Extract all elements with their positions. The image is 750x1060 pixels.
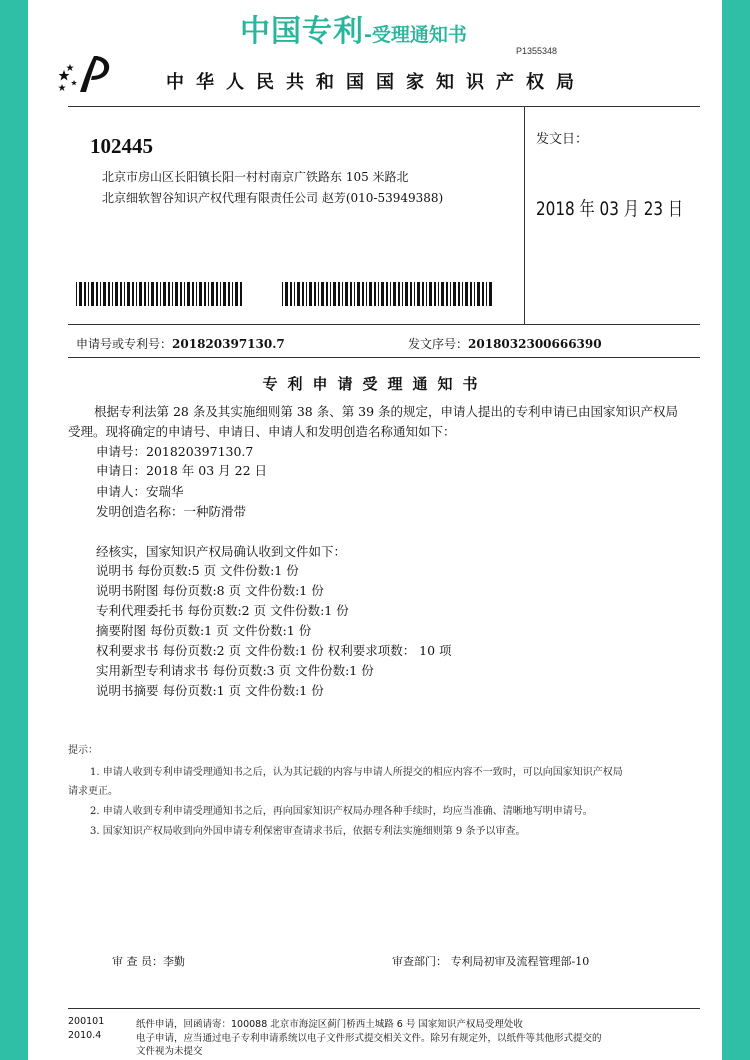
barcode-bar bbox=[318, 282, 319, 306]
barcode-bar bbox=[132, 282, 134, 306]
barcode-bar bbox=[338, 282, 340, 306]
barcode-bar bbox=[330, 282, 331, 306]
serial-number: 2018032300666390 bbox=[468, 337, 602, 351]
barcode-bar bbox=[108, 282, 110, 306]
intro-line2: 受理。现将确定的申请号、申请日、申请人和发明创造名称通知如下： bbox=[68, 424, 456, 439]
barcode-bar bbox=[240, 282, 242, 306]
barcode-bar bbox=[354, 282, 355, 306]
file-item: 实用新型专利请求书 每份页数:3 页 文件份数:1 份 bbox=[96, 663, 374, 678]
barcode-bar bbox=[342, 282, 343, 306]
barcode-bar bbox=[374, 282, 376, 306]
recipient-address-line1: 北京市房山区长阳镇长阳一村村南京广铁路东 105 米路北 bbox=[102, 170, 409, 184]
barcode-bar bbox=[103, 282, 106, 306]
barcode-bar bbox=[228, 282, 230, 306]
barcode-bar bbox=[184, 282, 185, 306]
barcode-bar bbox=[192, 282, 194, 306]
tip-item3: 3. 国家知识产权局收到向外国申请专利保密审查请求书后，依据专利法实施细则第 9 条予以审查。 bbox=[90, 826, 526, 837]
barcode-bar bbox=[100, 282, 101, 306]
field-invention-name: 发明创造名称：一种防滑带 bbox=[96, 504, 247, 519]
banner-title-sub: -受理通知书 bbox=[364, 24, 467, 46]
header-rule bbox=[68, 106, 700, 107]
barcode-bar bbox=[187, 282, 190, 306]
barcode-bar bbox=[208, 282, 209, 306]
tip-item2: 2. 申请人收到专利申请受理通知书之后，再向国家知识产权局办理各种手续时，均应当准确、清晰地写明申请号。 bbox=[90, 806, 593, 817]
barcode-bar bbox=[350, 282, 352, 306]
barcode-bar bbox=[168, 282, 170, 306]
barcode-bar bbox=[465, 282, 468, 306]
barcode-bar bbox=[235, 282, 238, 306]
barcode-bar bbox=[204, 282, 206, 306]
barcode-bar bbox=[450, 282, 451, 306]
application-number: 201820397130.7 bbox=[172, 337, 285, 351]
footer-rule bbox=[68, 1008, 700, 1009]
barcode-bar bbox=[172, 282, 173, 306]
examiner: 审 查 员：李勤 bbox=[112, 955, 185, 968]
verification-line: 经核实，国家知识产权局确认收到文件如下： bbox=[96, 544, 347, 559]
barcode-bar bbox=[426, 282, 427, 306]
barcode-bar bbox=[446, 282, 448, 306]
notice-document bbox=[28, 0, 722, 1060]
document-banner-title bbox=[240, 6, 467, 50]
date-column-divider bbox=[524, 106, 525, 324]
barcode-bar bbox=[362, 282, 364, 306]
application-number-row bbox=[76, 335, 285, 352]
meta-bottom-rule bbox=[68, 357, 700, 358]
barcode-bar bbox=[441, 282, 444, 306]
address-bottom-rule bbox=[68, 324, 700, 325]
barcode-bar bbox=[369, 282, 372, 306]
barcode-bar bbox=[390, 282, 391, 306]
barcode-bar bbox=[429, 282, 432, 306]
barcode-bar bbox=[112, 282, 113, 306]
barcode-bar bbox=[223, 282, 226, 306]
field-applicant: 申请人：安瑞华 bbox=[96, 484, 184, 499]
barcode-right bbox=[282, 282, 494, 306]
barcode-bar bbox=[294, 282, 295, 306]
barcode-bar bbox=[76, 282, 77, 306]
application-number-label: 申请号或专利号： bbox=[76, 337, 173, 351]
file-item: 摘要附图 每份页数:1 页 文件份数:1 份 bbox=[96, 623, 312, 638]
barcode-bar bbox=[88, 282, 89, 306]
barcode-bar bbox=[216, 282, 218, 306]
barcode-bar bbox=[314, 282, 316, 306]
barcode-bar bbox=[91, 282, 94, 306]
barcode-bar bbox=[127, 282, 130, 306]
intro-line1: 根据专利法第 28 条及其实施细则第 38 条、第 39 条的规定，申请人提出的专利申请已由国家知识产权局 bbox=[94, 404, 679, 419]
barcode-bar bbox=[175, 282, 178, 306]
barcode-bar bbox=[115, 282, 118, 306]
barcode-bar bbox=[410, 282, 412, 306]
barcode-bar bbox=[84, 282, 86, 306]
barcode-bar bbox=[180, 282, 182, 306]
field-application-number: 申请号：201820397130.7 bbox=[96, 444, 254, 459]
barcode-bar bbox=[378, 282, 379, 306]
barcode-bar bbox=[297, 282, 300, 306]
office-name: 中华人民共和国国家知识产权局 bbox=[166, 72, 586, 93]
form-version: 2010.4 bbox=[68, 1030, 102, 1041]
barcode-bar bbox=[458, 282, 460, 306]
field-application-date: 申请日：2018 年 03 月 22 日 bbox=[96, 463, 267, 478]
barcode-bar bbox=[474, 282, 475, 306]
barcode-bar bbox=[438, 282, 439, 306]
barcode-bar bbox=[386, 282, 388, 306]
barcode-bar bbox=[163, 282, 166, 306]
barcode-bar bbox=[333, 282, 336, 306]
barcode-bar bbox=[282, 282, 283, 306]
barcode-bar bbox=[434, 282, 436, 306]
barcode-bar bbox=[489, 282, 492, 306]
barcode-bar bbox=[306, 282, 307, 306]
barcode-bar bbox=[482, 282, 484, 306]
file-item: 权利要求书 每份页数:2 页 文件份数:1 份 权利要求项数： 10 项 bbox=[96, 643, 452, 658]
barcode-bar bbox=[357, 282, 360, 306]
barcode-bar bbox=[345, 282, 348, 306]
barcode-bar bbox=[381, 282, 384, 306]
footer-electronic-note-cont: 文件视为未提交 bbox=[136, 1046, 203, 1057]
serial-number-row bbox=[408, 335, 602, 352]
barcode-bar bbox=[402, 282, 403, 306]
file-item: 说明书附图 每份页数:8 页 文件份数:1 份 bbox=[96, 583, 324, 598]
barcode-bar bbox=[199, 282, 202, 306]
tips-label: 提示： bbox=[68, 745, 98, 756]
barcode-bar bbox=[290, 282, 292, 306]
barcode-bar bbox=[136, 282, 137, 306]
barcode-bar bbox=[285, 282, 288, 306]
document-code: P1355348 bbox=[516, 46, 558, 56]
barcode-bar bbox=[470, 282, 472, 306]
barcode-bar bbox=[96, 282, 98, 306]
tip-item1-line2: 请求更正。 bbox=[68, 786, 118, 797]
file-item: 说明书摘要 每份页数:1 页 文件份数:1 份 bbox=[96, 683, 324, 698]
barcode-bar bbox=[156, 282, 158, 306]
barcode-bar bbox=[144, 282, 146, 306]
barcode-bar bbox=[232, 282, 233, 306]
barcode-bar bbox=[302, 282, 304, 306]
footer-paper-note: 纸件申请，回函请寄：100088 北京市海淀区蓟门桥西土城路 6 号 国家知识产权局受理处收 bbox=[136, 1019, 523, 1030]
barcode-bar bbox=[326, 282, 328, 306]
barcode-bar bbox=[398, 282, 400, 306]
footer-electronic-note: 电子申请，应当通过电子专利申请系统以电子文件形式提交相关文件。除另有规定外，以纸件等其他形式提交的 bbox=[136, 1033, 602, 1044]
file-item: 说明书 每份页数:5 页 文件份数:1 份 bbox=[96, 563, 299, 578]
barcode-bar bbox=[417, 282, 420, 306]
barcode-bar bbox=[151, 282, 154, 306]
barcode-bar bbox=[211, 282, 214, 306]
cnipa-logo-icon bbox=[58, 50, 114, 94]
barcode-bar bbox=[124, 282, 125, 306]
barcode-bar bbox=[486, 282, 487, 306]
barcode-bar bbox=[477, 282, 480, 306]
barcode-bar bbox=[79, 282, 82, 306]
barcode-bar bbox=[160, 282, 161, 306]
barcode-bar bbox=[309, 282, 312, 306]
barcode-bar bbox=[453, 282, 456, 306]
notice-title: 专利申请受理通知书 bbox=[262, 375, 488, 393]
barcode-bar bbox=[414, 282, 415, 306]
barcode-bar bbox=[366, 282, 367, 306]
tip-item1-line1: 1. 申请人收到专利申请受理通知书之后，认为其记载的内容与申请人所提交的相应内容不一致时，可以向国家知识产权局 bbox=[90, 767, 623, 778]
form-code: 200101 bbox=[68, 1016, 105, 1027]
recipient-postcode: 102445 bbox=[90, 134, 153, 158]
barcode-bar bbox=[148, 282, 149, 306]
barcode-bar bbox=[422, 282, 424, 306]
recipient-address-line2: 北京细软智谷知识产权代理有限责任公司 赵芳(010-53949388) bbox=[102, 191, 444, 205]
barcode-bar bbox=[120, 282, 122, 306]
barcode-bar bbox=[220, 282, 221, 306]
barcode-bar bbox=[321, 282, 324, 306]
barcode-bar bbox=[139, 282, 142, 306]
barcode-left bbox=[76, 282, 244, 306]
banner-title-main: 中国专利 bbox=[240, 14, 364, 49]
issue-date-label: 发文日： bbox=[536, 132, 589, 147]
barcode-bar bbox=[196, 282, 197, 306]
barcode-bar bbox=[462, 282, 463, 306]
serial-number-label: 发文序号： bbox=[408, 337, 469, 351]
file-item: 专利代理委托书 每份页数:2 页 文件份数:1 份 bbox=[96, 603, 349, 618]
examining-department: 审查部门： 专利局初审及流程管理部-10 bbox=[392, 955, 590, 968]
barcode-bar bbox=[405, 282, 408, 306]
barcode-bar bbox=[393, 282, 396, 306]
issue-date: 2018 年 03 月 23 日 bbox=[536, 198, 684, 220]
